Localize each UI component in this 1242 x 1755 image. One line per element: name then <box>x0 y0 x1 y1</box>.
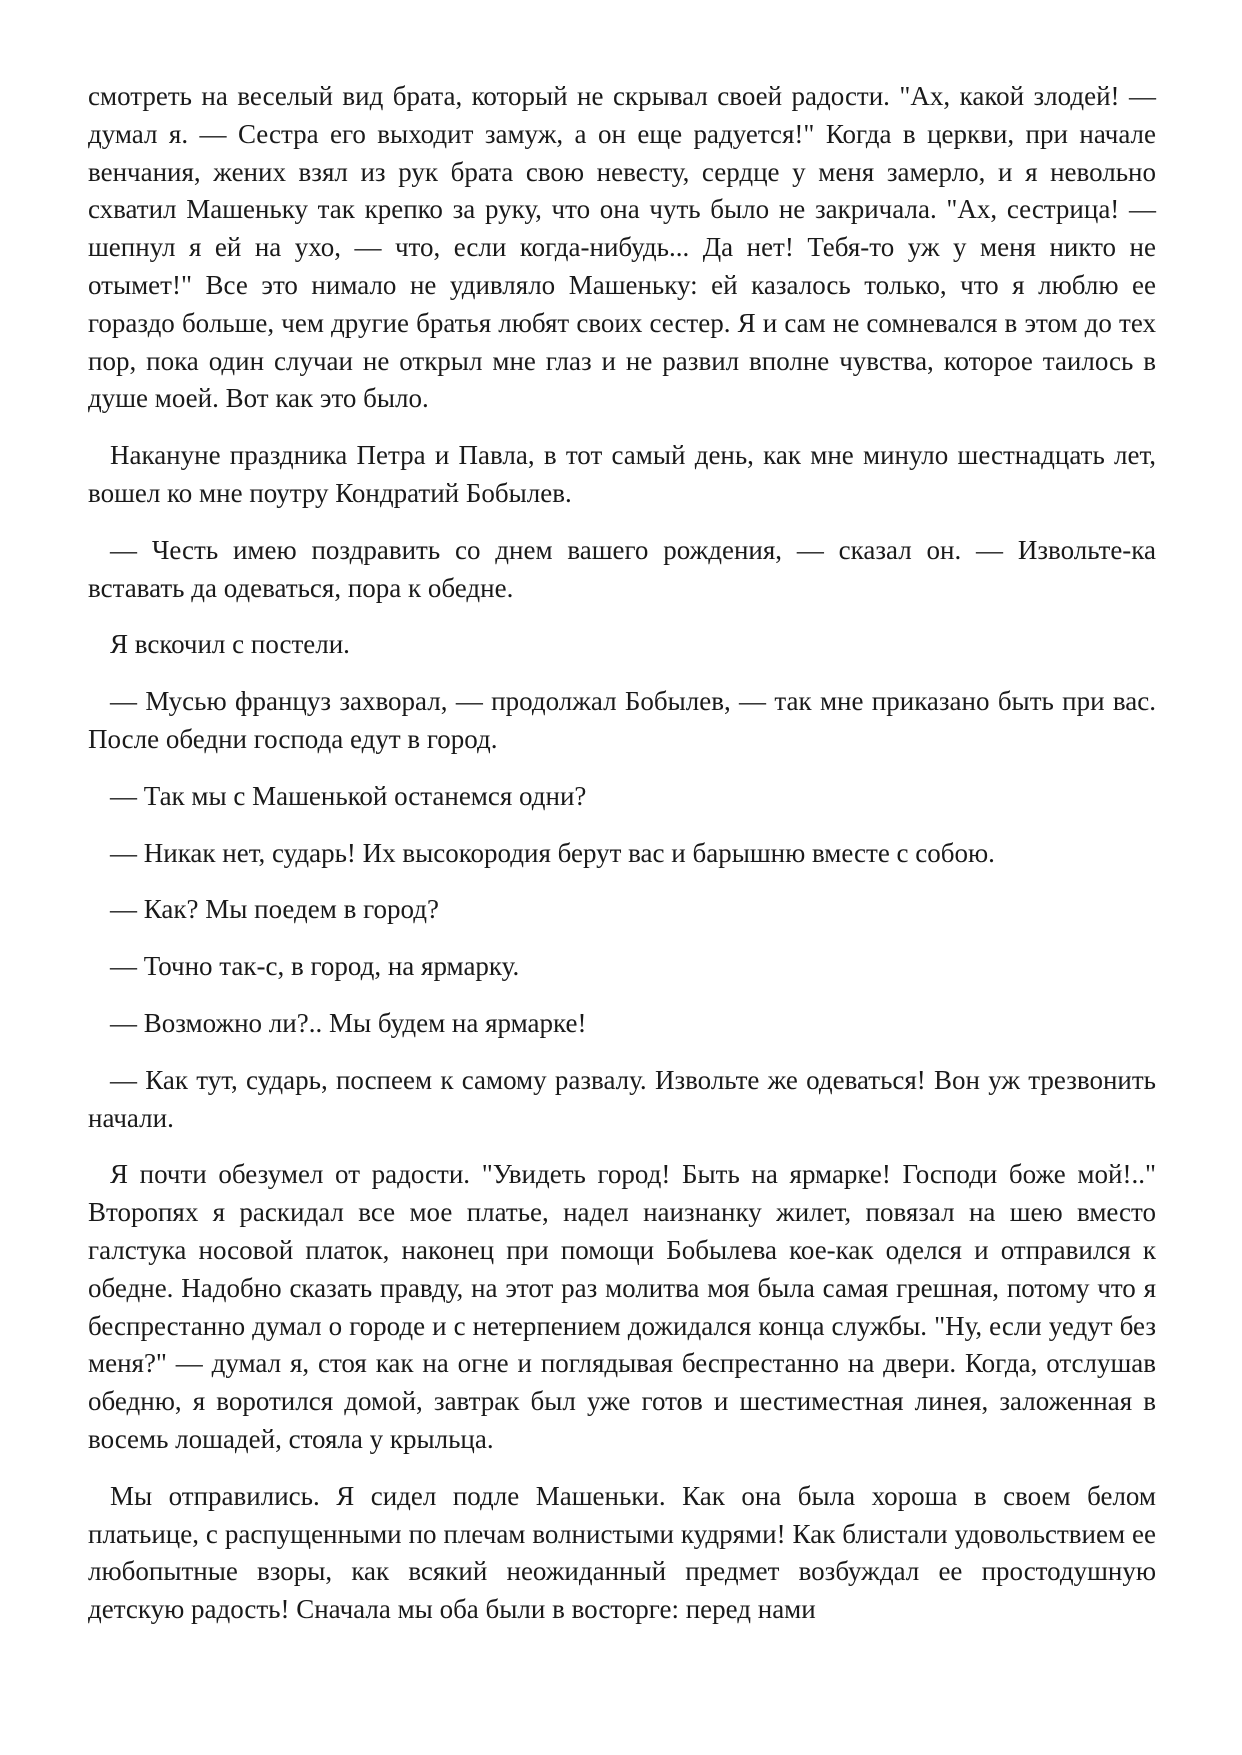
paragraph-7: — Никак нет, сударь! Их высокородия берут вас и барышню вместе с собою. <box>110 837 995 868</box>
paragraph-10: — Возможно ли?.. Мы будем на ярмарке! <box>110 1007 587 1038</box>
paragraph-12: Я почти обезумел от радости. "Увидеть город! Быть на ярмарке! Господи боже мой!.." Второпях я раскидал все мое платье, надел наизнанку жилет, повязал на шею вместо галстука носовой платок, наконец при помощи Бобылева кое-как оделся и отправился к обедне. Надобно сказать правду, на этот раз молитва моя была самая грешная, потому что я беспрестанно думал о городе и с нетерпением дожидался конца службы. "Ну, если уедут без меня?" — думал я, стоя как на огне и поглядывая беспрестанно на двери. Когда, отслушав обедню, я воротился домой, завтрак был уже готов и шестиместная линея, заложенная в восемь лошадей, стояла у крыльца. <box>88 1159 1156 1454</box>
paragraph-5: — Мусью француз захворал, — продолжал Бобылев, — так мне приказано быть при вас. После обедни господа едут в город. <box>88 686 1156 754</box>
paragraph-1: смотреть на веселый вид брата, который не скрывал своей радости. "Ах, какой злодей! — думал я. — Сестра его выходит замуж, а он еще радуется!" Когда в церкви, при начале венчания, жених взял из рук брата свою невесту, сердце у меня замерло, и я невольно схватил Машеньку так крепко за руку, что она чуть было не закричала. "Ах, сестрица! — шепнул я ей на ухо, — что, если когда-нибудь... Да нет! Тебя-то уж у меня никто не отымет!" Все это нимало не удивляло Машеньку: ей казалось только, что я люблю ее гораздо больше, чем другие братья любят своих сестер. Я и сам не сомневался в этом до тех пор, пока один случаи не открыл мне глаз и не развил вполне чувства, которое таилось в душе моей. Вот как это было. <box>88 81 1156 414</box>
paragraph-11: — Как тут, сударь, поспеем к самому развалу. Извольте же одеваться! Вон уж трезвонить начали. <box>88 1064 1156 1133</box>
paragraph-8: — Как? Мы поедем в город? <box>110 894 439 925</box>
paragraph-2: Накануне праздника Петра и Павла, в тот самый день, как мне минуло шестнадцать лет, вошел ко мне поутру Кондратий Бобылев. <box>88 440 1156 508</box>
paragraph-9: — Точно так-с, в город, на ярмарку. <box>110 951 520 982</box>
paragraph-13: Мы отправились. Я сидел подле Машеньки. Как она была хороша в своем белом платьице, с распущенными по плечам волнистыми кудрями! Как блистали удовольствием ее любопытные взоры, как всякий неожиданный предмет возбуждал ее простодушную детскую радость! Сначала мы оба были в восторге: перед нами <box>88 1480 1156 1625</box>
paragraph-6: — Так мы с Машенькой останемся одни? <box>110 780 587 811</box>
book-page <box>88 78 1156 1648</box>
paragraph-3: — Честь имею поздравить со днем вашего рождения, — сказал он. — Извольте-ка вставать да одеваться, пора к обедне. <box>88 534 1156 603</box>
paragraph-4: Я вскочил с постели. <box>110 629 350 660</box>
